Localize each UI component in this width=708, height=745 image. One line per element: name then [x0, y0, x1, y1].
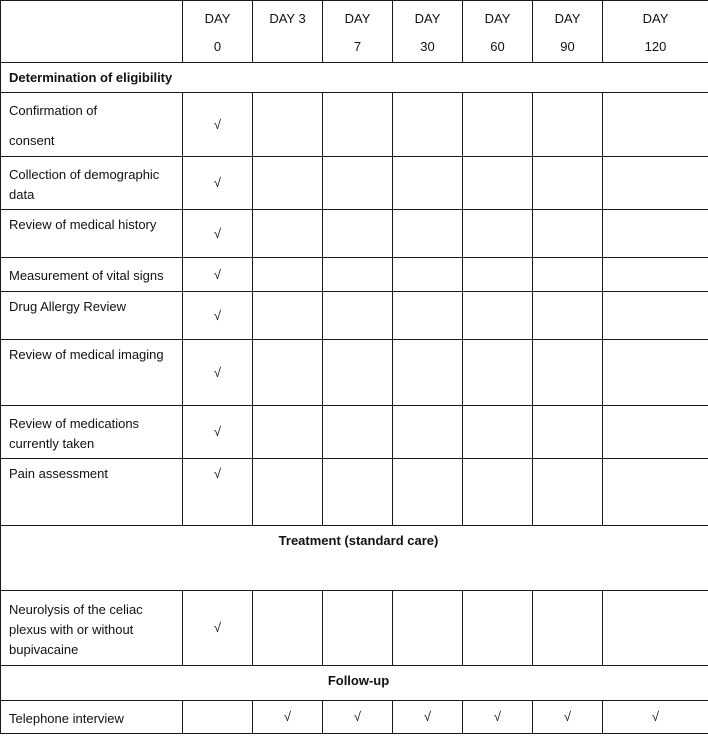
check-mark: √: [393, 701, 463, 734]
header-day-90: DAY 90: [533, 1, 603, 63]
header-day-0: DAY 0: [183, 1, 253, 63]
section-title-treatment: Treatment (standard care): [1, 526, 708, 591]
header-day-7: DAY 7: [323, 1, 393, 63]
check-mark: √: [533, 701, 603, 734]
table-row: [1, 591, 708, 666]
check-mark: √: [183, 340, 253, 406]
header-empty-cell: [1, 1, 183, 63]
check-mark: √: [183, 258, 253, 292]
table-row: [1, 459, 708, 526]
header-row: [1, 1, 708, 63]
row-label-drug-allergy: Drug Allergy Review: [1, 292, 183, 340]
table-row: [1, 701, 708, 734]
section-title-eligibility: Determination of eligibility: [1, 63, 708, 93]
check-mark: √: [603, 701, 708, 734]
row-label-imaging: Review of medical imaging: [1, 340, 183, 406]
section-title-followup: Follow-up: [1, 666, 708, 701]
row-label-vital-signs: Measurement of vital signs: [1, 258, 183, 292]
table-row: [1, 258, 708, 292]
row-label-demographic: Collection of demographic data: [1, 157, 183, 210]
header-day-60: DAY 60: [463, 1, 533, 63]
check-mark: √: [183, 210, 253, 258]
row-label-consent: Confirmation of consent: [1, 93, 183, 157]
check-mark: √: [323, 701, 393, 734]
check-mark: √: [183, 157, 253, 210]
table-row: [1, 292, 708, 340]
table-row: [1, 406, 708, 459]
section-row-followup: [1, 666, 708, 701]
header-day-120: DAY 120: [603, 1, 708, 63]
table-row: [1, 93, 708, 157]
row-label-medications: Review of medications currently taken: [1, 406, 183, 459]
row-label-telephone: Telephone interview: [1, 701, 183, 734]
header-day-3: DAY 3: [253, 1, 323, 63]
check-mark: √: [463, 701, 533, 734]
check-mark: √: [183, 292, 253, 340]
row-label-pain: Pain assessment: [1, 459, 183, 526]
section-row-treatment: [1, 526, 708, 591]
check-mark: √: [183, 591, 253, 666]
check-mark: √: [183, 406, 253, 459]
table-row: [1, 157, 708, 210]
section-row-eligibility: [1, 63, 708, 93]
check-mark: √: [183, 459, 253, 526]
header-day-30: DAY 30: [393, 1, 463, 63]
row-label-neurolysis: Neurolysis of the celiac plexus with or without bupivacaine: [1, 591, 183, 666]
check-mark: √: [183, 93, 253, 157]
row-label-medical-history: Review of medical history: [1, 210, 183, 258]
table-row: [1, 340, 708, 406]
table-row: [1, 210, 708, 258]
check-mark: √: [253, 701, 323, 734]
